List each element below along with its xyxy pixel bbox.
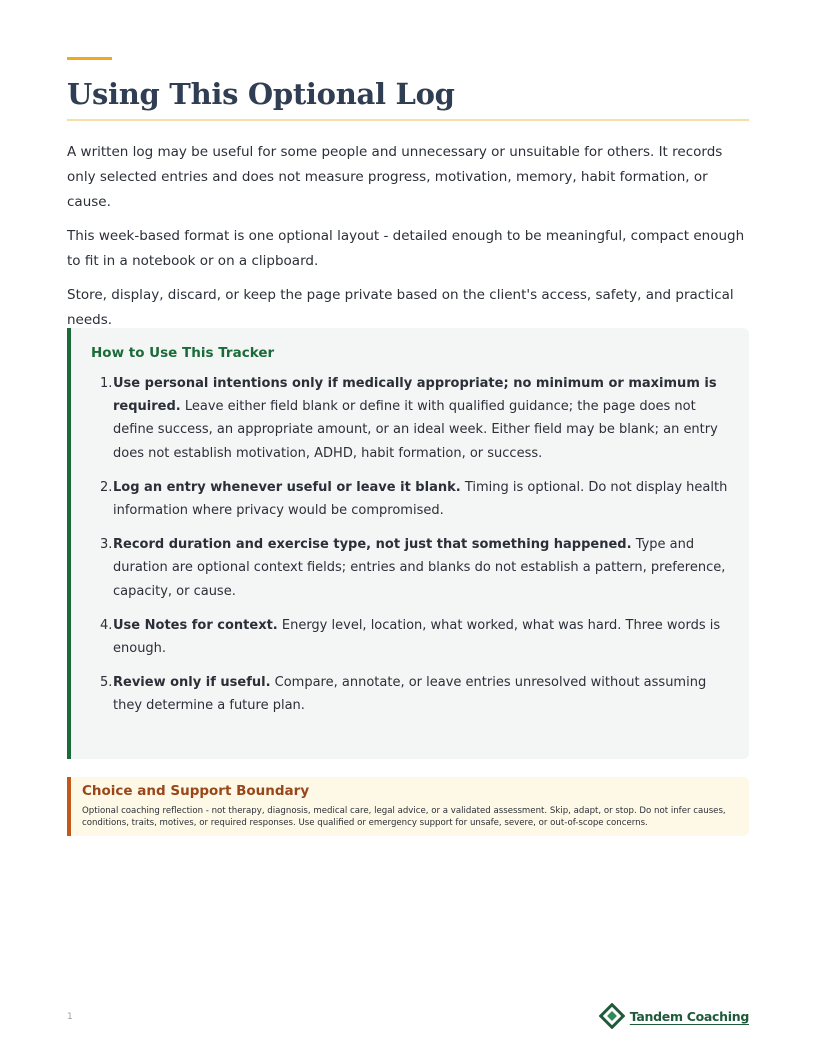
step-number: 4. — [100, 617, 113, 633]
tracker-step — [91, 671, 731, 717]
step-text: Leave either field blank or define it with qualified guidance; the page does not define success, an appropriate amount, or an ideal week. Either field may be blank; an entry does not establish motivation, ADHD, habit formation, or success. — [113, 399, 718, 461]
step-bold-text: Log an entry whenever useful or leave it blank. — [113, 479, 461, 495]
step-number: 3. — [100, 537, 113, 553]
page-title: Using This Optional Log — [67, 77, 455, 111]
step-bold-text: Use Notes for context. — [113, 617, 278, 633]
tracker-step — [91, 614, 731, 660]
brand-footer — [599, 1003, 749, 1029]
tracker-step — [91, 476, 731, 522]
tracker-step — [91, 372, 731, 465]
tracker-step — [91, 533, 731, 603]
step-bold-text: Record duration and exercise type, not just that something happened. — [113, 537, 632, 553]
page-number: 1 — [67, 1012, 73, 1022]
intro-paragraph: This week-based format is one optional layout - detailed enough to be meaningful, compact enough to fit in a notebook or on a clipboard. — [67, 228, 745, 269]
tracker-steps-list — [91, 372, 731, 729]
step-text: Compare, annotate, or leave entries unresolved without assuming they determine a future plan. — [113, 675, 707, 714]
document-page — [67, 0, 749, 1056]
title-accent-bar — [67, 57, 112, 60]
intro-section — [67, 140, 749, 342]
intro-paragraph: Store, display, discard, or keep the page private based on the client's access, safety, and practical needs. — [67, 287, 734, 328]
support-boundary-callout — [67, 777, 749, 836]
step-bold-text: Review only if useful. — [113, 675, 271, 691]
boundary-text: Optional coaching reflection - not therapy, diagnosis, medical care, legal advice, or a validated assessment. Skip, adapt, or stop. Do not infer causes, conditions, traits, motives, or required responses. Use qualified or emergency support for unsafe, severe, or out-of-scope concerns. — [82, 806, 726, 828]
diamond-logo-icon — [599, 1003, 625, 1029]
boundary-heading: Choice and Support Boundary — [82, 783, 310, 799]
step-text: Timing is optional. Do not display health information where privacy would be compromised. — [113, 479, 728, 519]
brand-name: Tandem Coaching — [629, 1008, 749, 1024]
tracker-heading: How to Use This Tracker — [91, 345, 275, 361]
step-bold-text: Use personal intentions only if medically appropriate; no minimum or maximum is required. — [113, 376, 717, 415]
step-text: Type and duration are optional context fields; entries and blanks do not establish a pattern, preference, capacity, or cause. — [113, 537, 726, 599]
step-text: Energy level, location, what worked, what was hard. Three words is enough. — [113, 617, 721, 657]
title-divider — [67, 119, 749, 121]
step-number: 1. — [100, 376, 113, 391]
step-number: 5. — [100, 675, 113, 691]
how-to-use-callout — [67, 328, 749, 759]
intro-paragraph: A written log may be useful for some people and unnecessary or unsuitable for others. It records only selected entries and does not measure progress, motivation, memory, habit formation, or cause. — [67, 144, 723, 210]
step-number: 2. — [100, 479, 113, 495]
